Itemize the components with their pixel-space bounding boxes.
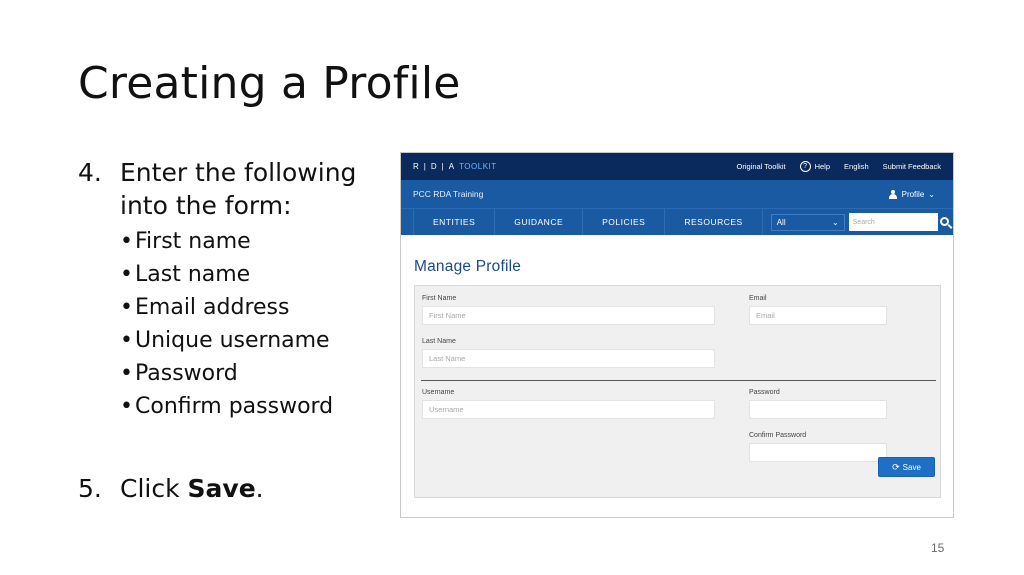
first-name-label: First Name — [422, 295, 457, 302]
main-nav — [401, 208, 953, 235]
last-name-field[interactable]: Last Name — [422, 349, 715, 368]
top-bar — [401, 153, 953, 180]
profile-menu[interactable] — [889, 190, 935, 199]
password-field[interactable] — [749, 400, 887, 419]
nav-guidance[interactable]: GUIDANCE — [495, 209, 583, 235]
step-4 — [78, 156, 378, 222]
help-link[interactable] — [800, 161, 830, 172]
nav-policies[interactable]: POLICIES — [583, 209, 665, 235]
confirm-password-label: Confirm Password — [749, 432, 807, 439]
sub-bar — [401, 180, 953, 208]
search-input[interactable]: Search — [849, 213, 938, 231]
top-links — [737, 161, 941, 172]
last-name-label: Last Name — [422, 338, 456, 345]
profile-form — [414, 285, 941, 498]
step-5 — [78, 472, 264, 505]
nav-resources[interactable]: RESOURCES — [665, 209, 762, 235]
step-5-text: Click Save. — [120, 474, 264, 503]
list-item: • Last name — [120, 262, 251, 287]
slide-title: Creating a Profile — [78, 58, 461, 109]
search-scope-value: All — [776, 217, 786, 227]
save-button[interactable] — [878, 457, 935, 477]
field-list — [120, 225, 378, 423]
refresh-icon: ⟳ — [892, 461, 900, 472]
chevron-down-icon: ⌄ — [928, 189, 935, 199]
email-field[interactable]: Email — [749, 306, 887, 325]
english-link[interactable]: English — [844, 162, 869, 171]
password-label: Password — [749, 389, 780, 396]
main-content — [401, 258, 953, 498]
step-4-text: Enter the following into the form: — [120, 158, 357, 220]
profile-label: Profile — [901, 189, 925, 199]
submit-feedback-link[interactable]: Submit Feedback — [882, 162, 941, 171]
help-icon: ? — [800, 161, 811, 172]
username-field[interactable]: Username — [422, 400, 715, 419]
original-toolkit-link[interactable]: Original Toolkit — [736, 162, 786, 171]
list-item: • Unique username — [120, 328, 330, 353]
search-button[interactable] — [938, 213, 953, 231]
list-item: • Email address — [120, 295, 290, 320]
list-item: • First name — [120, 229, 251, 254]
step-5-number: 5. — [78, 474, 102, 503]
search-icon — [940, 217, 949, 226]
chevron-down-icon: ⌄ — [831, 217, 839, 227]
username-label: Username — [422, 389, 455, 396]
email-label: Email — [749, 295, 767, 302]
step-5-save-word: Save — [187, 474, 256, 503]
step-4-number: 4. — [78, 158, 102, 187]
instructions — [78, 156, 378, 423]
list-item: • Password — [120, 361, 238, 386]
section-divider — [421, 380, 936, 381]
page-number: 15 — [931, 541, 945, 555]
page-title: Manage Profile — [414, 258, 522, 275]
brand-logo[interactable]: R | D | A TOOLKIT — [413, 162, 497, 171]
first-name-field[interactable]: First Name — [422, 306, 715, 325]
manage-profile-screenshot — [400, 152, 954, 518]
search-scope-select[interactable] — [771, 214, 845, 231]
save-label: Save — [902, 462, 921, 472]
user-icon — [889, 190, 898, 199]
training-label: PCC RDA Training — [413, 189, 484, 199]
nav-entities[interactable]: ENTITIES — [413, 209, 495, 235]
confirm-password-field[interactable] — [749, 443, 887, 462]
help-label: Help — [814, 162, 831, 171]
list-item: • Confirm password — [120, 394, 334, 419]
